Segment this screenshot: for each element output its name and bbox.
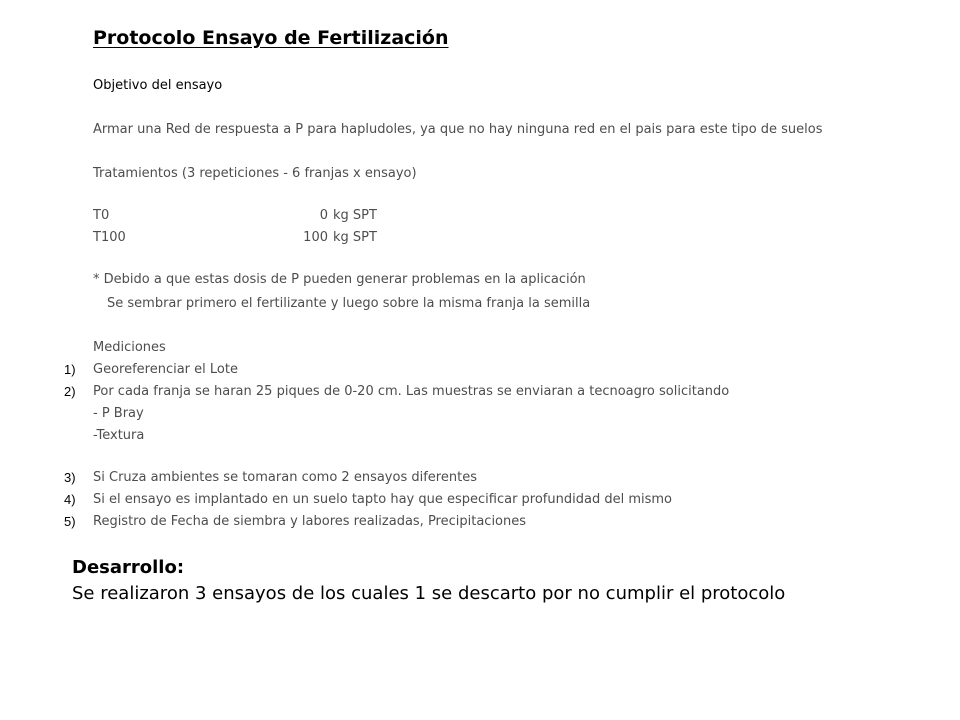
analysis-item: -Textura	[93, 428, 145, 443]
measurement-item: Si el ensayo es implantado en un suelo tapto hay que especificar profundidad del mismo	[93, 492, 672, 507]
treatment-name: T100	[93, 230, 126, 245]
measurements-heading: Mediciones	[93, 340, 166, 355]
analysis-item: - P Bray	[93, 406, 144, 421]
note-line-2: Se sembrar primero el fertilizante y luego sobre la misma franja la semilla	[107, 296, 591, 311]
treatment-unit: kg SPT	[333, 208, 377, 223]
list-number: 3)	[64, 470, 76, 485]
measurement-item: Registro de Fecha de siembra y labores realizadas, Precipitaciones	[93, 514, 527, 529]
list-number: 5)	[64, 514, 76, 529]
treatment-unit: kg SPT	[333, 230, 377, 245]
measurement-item: Por cada franja se haran 25 piques de 0-20 cm. Las muestras se enviaran a tecnoagro solicitando	[93, 384, 730, 399]
desarrollo-section	[72, 556, 932, 608]
measurement-item: Georeferenciar el Lote	[93, 362, 238, 377]
desarrollo-heading: Desarrollo:	[72, 557, 185, 578]
treatment-dose: 0	[319, 208, 328, 223]
list-number: 1)	[64, 362, 76, 377]
document-title: Protocolo Ensayo de Fertilización	[93, 27, 449, 49]
desarrollo-text: Se realizaron 3 ensayos de los cuales 1 se descarto por no cumplir el protocolo	[72, 583, 786, 604]
list-number: 4)	[64, 492, 76, 507]
treatment-dose: 100	[303, 230, 328, 245]
treatment-name: T0	[93, 208, 110, 223]
treatments-heading: Tratamientos (3 repeticiones - 6 franjas x ensayo)	[93, 166, 417, 181]
list-number: 2)	[64, 384, 76, 399]
objective-text: Armar una Red de respuesta a P para hapludoles, ya que no hay ninguna red en el pais para este tipo de suelos	[93, 122, 823, 137]
measurement-item: Si Cruza ambientes se tomaran como 2 ensayos diferentes	[93, 470, 477, 485]
note-line-1: * Debido a que estas dosis de P pueden generar problemas en la aplicación	[93, 272, 586, 287]
objective-heading: Objetivo del ensayo	[93, 78, 223, 93]
